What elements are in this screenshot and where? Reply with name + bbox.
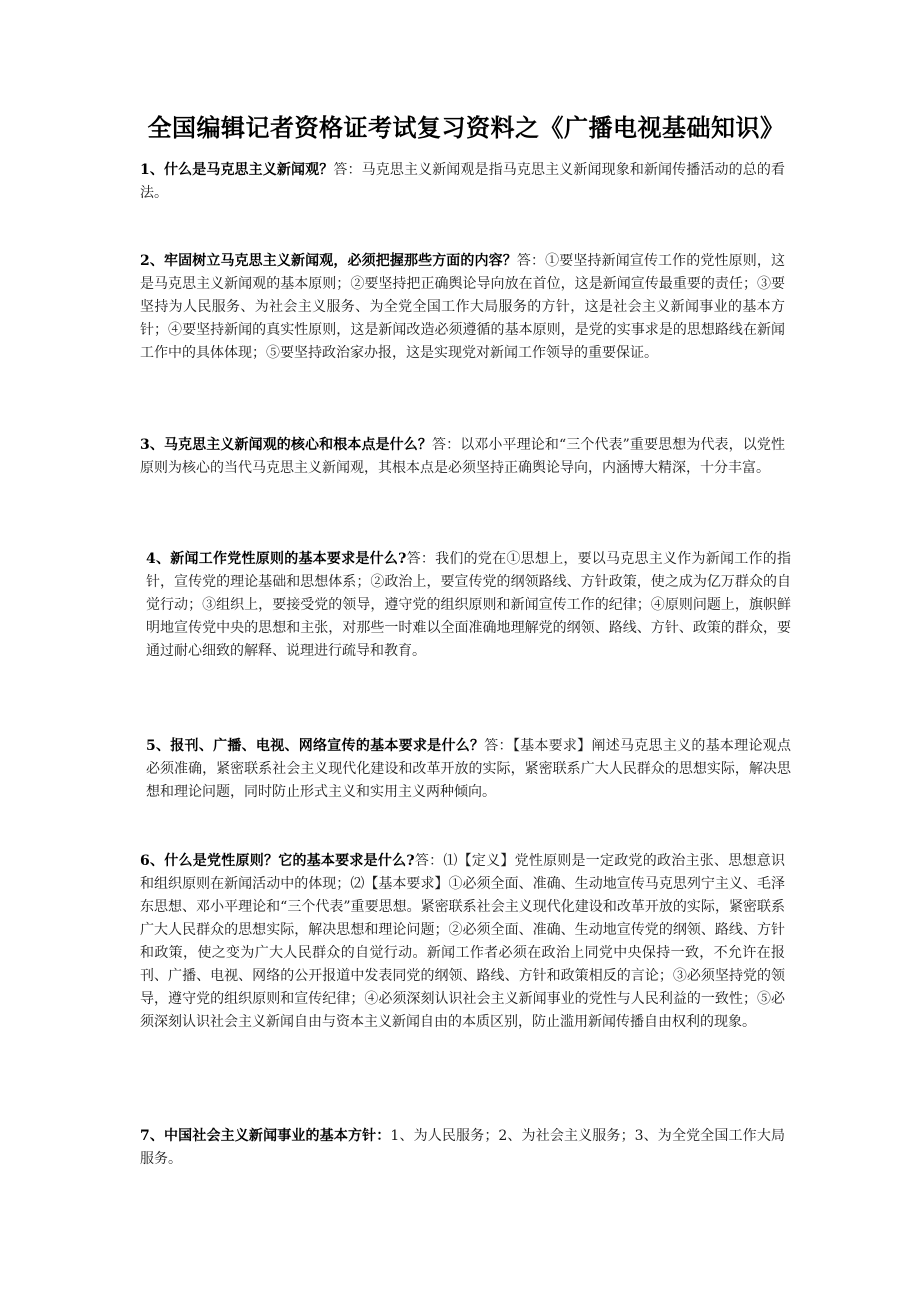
- question-3: 3、马克思主义新闻观的核心和根本点是什么？: [140, 437, 432, 453]
- qa-item-6: [140, 850, 785, 1034]
- qa-item-1: [140, 159, 785, 205]
- answer-4: 答：我们的党在①思想上，要以马克思主义作为新闻工作的指针，宣传党的理论基础和思想体系；②政治上，要宣传党的纲领路线、方针政策，使之成为亿万群众的自觉行动；③组织上，要接受党的领导，遵守党的组织原则和新闻宣传工作的纪律；④原则问题上，旗帜鲜明地宣传党中央的思想和主张，对那些一时难以全面准确地理解党的纲领、路线、方针、政策的群众，要通过耐心细致的解释、说理进行疏导和教育。: [146, 551, 792, 659]
- answer-2: 答：①要坚持新闻宣传工作的党性原则，这是马克思主义新闻观的基本原则；②要坚持把正确舆论导向放在首位，这是新闻宣传最重要的责任；③要坚持为人民服务、为社会主义服务、为全党全国工作大局服务的方针，这是社会主义新闻事业的基本方针；④要坚持新闻的真实性原则，这是新闻改造必须遵循的基本原则，是党的实事求是的思想路线在新闻工作中的具体体现；⑤要坚持政治家办报，这是实现党对新闻工作领导的重要保证。: [140, 253, 785, 361]
- question-4: 4、新闻工作党性原则的基本要求是什么?: [146, 551, 407, 567]
- question-5: 5、报刊、广播、电视、网络宣传的基本要求是什么？: [146, 738, 485, 754]
- qa-item-7: [140, 1125, 785, 1171]
- answer-6: 答：⑴【定义】党性原则是一定政党的政治主张、思想意识和组织原则在新闻活动中的体现；⑵【基本要求】①必须全面、准确、生动地宣传马克思列宁主义、毛泽东思想、邓小平理论和“三个代表”重要思想。紧密联系社会主义现代化建设和改革开放的实际，紧密联系广大人民群众的思想实际，解决思想和理论问题；②必须全面、准确、生动地宣传党的纲领、路线、方针和政策，使之变为广大人民群众的自觉行动。新闻工作者必须在政治上同党中央保持一致，不允许在报刊、广播、电视、网络的公开报道中发表同党的纲领、路线、方针和政策相反的言论；③必须坚持党的领导，遵守党的组织原则和宣传纪律；④必须深刻认识社会主义新闻事业的党性与人民利益的一致性；⑤必须深刻认识社会主义新闻自由与资本主义新闻自由的本质区别，防止滥用新闻传播自由权利的现象。: [140, 853, 785, 1030]
- question-6: 6、什么是党性原则？它的基本要求是什么?: [140, 853, 415, 869]
- answer-1: 答：马克思主义新闻观是指马克思主义新闻现象和新闻传播活动的总的看法。: [140, 162, 785, 201]
- question-7: 7、中国社会主义新闻事业的基本方针：: [140, 1128, 391, 1144]
- qa-item-4: [140, 548, 791, 663]
- qa-item-3: [140, 434, 785, 480]
- answer-3: 答：以邓小平理论和“三个代表”重要思想为代表，以党性原则为核心的当代马克思主义新闻观，其根本点是必须坚持正确舆论导向，内涵博大精深，十分丰富。: [140, 437, 785, 476]
- document-title: 全国编辑记者资格证考试复习资料之《广播电视基础知识》: [147, 113, 785, 142]
- question-2: 2、牢固树立马克思主义新闻观，必须把握那些方面的内容？: [140, 253, 517, 269]
- answer-5: 答：【基本要求】阐述马克思主义的基本理论观点必须准确，紧密联系社会主义现代化建设和改革开放的实际，紧密联系广大人民群众的思想实际，解决思想和理论问题，同时防止形式主义和实用主义两种倾向。: [146, 738, 791, 800]
- question-1: 1、什么是马克思主义新闻观？: [140, 162, 334, 178]
- qa-item-5: [140, 735, 791, 804]
- qa-item-2: [140, 250, 785, 365]
- answer-7: 1、为人民服务；2、为社会主义服务；3、为全党全国工作大局服务。: [140, 1128, 785, 1167]
